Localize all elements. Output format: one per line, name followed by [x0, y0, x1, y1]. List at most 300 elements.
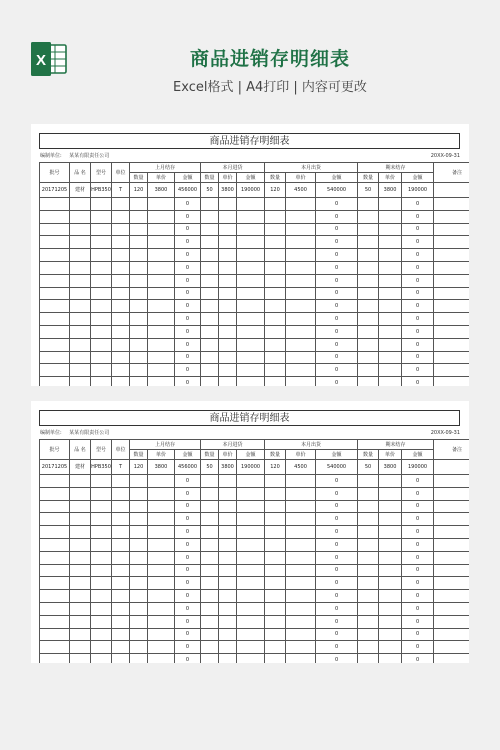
empty-cell: [358, 325, 379, 338]
empty-cell: [379, 351, 402, 364]
empty-cell: [70, 564, 91, 577]
empty-cell: [40, 641, 70, 654]
empty-cell: [70, 274, 91, 287]
empty-cell: [237, 513, 265, 526]
empty-cell: [130, 628, 148, 641]
empty-cell: [130, 538, 148, 551]
table-row: [40, 338, 470, 351]
empty-cell: [91, 577, 112, 590]
empty-cell: [434, 564, 469, 577]
empty-cell: [434, 338, 469, 351]
cell-last-amount: 0: [175, 364, 201, 377]
empty-cell: [130, 602, 148, 615]
empty-cell: [91, 300, 112, 313]
table-row: [40, 210, 470, 223]
cell-last-amount: 0: [175, 236, 201, 249]
empty-cell: [148, 641, 175, 654]
empty-cell: [358, 654, 379, 663]
empty-cell: [91, 538, 112, 551]
empty-cell: [219, 313, 237, 326]
empty-cell: [265, 500, 286, 513]
empty-cell: [130, 313, 148, 326]
header-qty: 数量: [201, 450, 219, 460]
header-amount: 金额: [316, 173, 358, 183]
table-row: [40, 475, 470, 488]
empty-cell: [237, 577, 265, 590]
cell-last-amount: 0: [175, 641, 201, 654]
empty-cell: [358, 249, 379, 262]
cell-last-price: 3800: [148, 183, 175, 198]
empty-cell: [237, 287, 265, 300]
cell-last-amount: 0: [175, 513, 201, 526]
header-price: 单价: [286, 173, 316, 183]
cell-end-amount: 0: [402, 526, 434, 539]
cell-out-amount: 0: [316, 628, 358, 641]
empty-cell: [265, 577, 286, 590]
empty-cell: [201, 602, 219, 615]
cell-out-qty: 120: [265, 183, 286, 198]
empty-cell: [112, 210, 130, 223]
table-row: [40, 487, 470, 500]
header-qty: 数量: [130, 173, 148, 183]
empty-cell: [70, 261, 91, 274]
empty-cell: [91, 500, 112, 513]
header-out-month: 本月出货: [265, 163, 358, 173]
empty-cell: [265, 300, 286, 313]
empty-cell: [434, 628, 469, 641]
header-amount: 金额: [175, 450, 201, 460]
empty-cell: [70, 538, 91, 551]
empty-cell: [265, 526, 286, 539]
empty-cell: [148, 577, 175, 590]
empty-cell: [265, 210, 286, 223]
cell-in-qty: 50: [201, 460, 219, 475]
cell-last-amount: 0: [175, 210, 201, 223]
empty-cell: [358, 564, 379, 577]
empty-cell: [148, 513, 175, 526]
empty-cell: [237, 628, 265, 641]
cell-out-amount: 0: [316, 602, 358, 615]
cell-end-amount: 0: [402, 628, 434, 641]
empty-cell: [148, 274, 175, 287]
header-batch: 批号: [40, 440, 70, 460]
empty-cell: [148, 287, 175, 300]
empty-cell: [358, 513, 379, 526]
cell-out-amount: 0: [316, 198, 358, 211]
empty-cell: [112, 313, 130, 326]
empty-cell: [91, 261, 112, 274]
table-row: [40, 654, 470, 663]
cell-last-amount: 0: [175, 615, 201, 628]
sheet-unit-info: [40, 429, 109, 437]
cell-out-qty: 120: [265, 460, 286, 475]
cell-unit: T: [112, 460, 130, 475]
cell-out-amount: 0: [316, 287, 358, 300]
empty-cell: [379, 577, 402, 590]
table-row: [40, 602, 470, 615]
empty-cell: [70, 287, 91, 300]
empty-cell: [91, 654, 112, 663]
header-qty: 数量: [265, 173, 286, 183]
empty-cell: [286, 261, 316, 274]
empty-cell: [379, 538, 402, 551]
header-price: 单价: [148, 450, 175, 460]
empty-cell: [219, 364, 237, 377]
empty-cell: [112, 500, 130, 513]
empty-cell: [70, 513, 91, 526]
empty-cell: [70, 338, 91, 351]
empty-cell: [219, 577, 237, 590]
empty-cell: [434, 654, 469, 663]
empty-cell: [112, 475, 130, 488]
table-row: [40, 261, 470, 274]
empty-cell: [40, 287, 70, 300]
empty-cell: [148, 210, 175, 223]
empty-cell: [265, 641, 286, 654]
empty-cell: [112, 236, 130, 249]
empty-cell: [112, 590, 130, 603]
cell-out-amount: 0: [316, 338, 358, 351]
empty-cell: [148, 615, 175, 628]
table-row: [40, 287, 470, 300]
cell-last-amount: 0: [175, 538, 201, 551]
cell-end-amount: 0: [402, 313, 434, 326]
empty-cell: [265, 249, 286, 262]
empty-cell: [434, 590, 469, 603]
empty-cell: [265, 551, 286, 564]
empty-cell: [265, 313, 286, 326]
cell-in-amount: 190000: [237, 183, 265, 198]
empty-cell: [91, 628, 112, 641]
cell-last-amount: 0: [175, 500, 201, 513]
empty-cell: [130, 236, 148, 249]
empty-cell: [40, 513, 70, 526]
empty-cell: [286, 475, 316, 488]
empty-cell: [91, 615, 112, 628]
empty-cell: [265, 261, 286, 274]
empty-cell: [237, 261, 265, 274]
empty-cell: [112, 615, 130, 628]
empty-cell: [358, 628, 379, 641]
cell-last-amount: 456000: [175, 183, 201, 198]
empty-cell: [91, 274, 112, 287]
empty-cell: [91, 236, 112, 249]
empty-cell: [201, 338, 219, 351]
header-name: 品 名: [70, 163, 91, 183]
empty-cell: [112, 654, 130, 663]
inventory-table: [39, 162, 469, 386]
empty-cell: [40, 654, 70, 663]
empty-cell: [148, 526, 175, 539]
empty-cell: [91, 210, 112, 223]
empty-cell: [434, 500, 469, 513]
table-row: [40, 615, 470, 628]
empty-cell: [265, 628, 286, 641]
table-row: [40, 198, 470, 211]
empty-cell: [40, 338, 70, 351]
table-row: [40, 274, 470, 287]
cell-last-price: 3800: [148, 460, 175, 475]
empty-cell: [201, 274, 219, 287]
empty-cell: [219, 274, 237, 287]
empty-cell: [286, 577, 316, 590]
empty-cell: [70, 210, 91, 223]
company-name: 某某有限责任公司: [69, 153, 110, 159]
empty-cell: [201, 261, 219, 274]
header-model: 型号: [91, 163, 112, 183]
svg-text:X: X: [35, 52, 47, 69]
header-amount: 金额: [237, 450, 265, 460]
empty-cell: [91, 198, 112, 211]
empty-cell: [201, 551, 219, 564]
empty-cell: [265, 236, 286, 249]
empty-cell: [112, 364, 130, 377]
sheet-title: 商品进销存明细表: [39, 133, 460, 149]
empty-cell: [219, 325, 237, 338]
table-row: [40, 223, 470, 236]
empty-cell: [358, 236, 379, 249]
cell-out-amount: 0: [316, 325, 358, 338]
empty-cell: [434, 351, 469, 364]
header-qty: 数量: [201, 173, 219, 183]
empty-cell: [379, 338, 402, 351]
empty-cell: [148, 313, 175, 326]
empty-cell: [40, 364, 70, 377]
empty-cell: [237, 590, 265, 603]
table-row: [40, 513, 470, 526]
cell-out-amount: 0: [316, 313, 358, 326]
empty-cell: [70, 500, 91, 513]
empty-cell: [201, 590, 219, 603]
empty-cell: [219, 513, 237, 526]
empty-cell: [358, 261, 379, 274]
empty-cell: [237, 210, 265, 223]
empty-cell: [148, 654, 175, 663]
empty-cell: [358, 377, 379, 386]
empty-cell: [434, 325, 469, 338]
empty-cell: [286, 654, 316, 663]
empty-cell: [265, 364, 286, 377]
empty-cell: [201, 325, 219, 338]
empty-cell: [201, 615, 219, 628]
cell-end-amount: 0: [402, 602, 434, 615]
table-row: [40, 500, 470, 513]
empty-cell: [148, 223, 175, 236]
empty-cell: [130, 641, 148, 654]
header-last-month: 上月结存: [130, 440, 201, 450]
empty-cell: [201, 300, 219, 313]
cell-end-qty: 50: [358, 183, 379, 198]
empty-cell: [286, 325, 316, 338]
empty-cell: [358, 210, 379, 223]
empty-cell: [434, 287, 469, 300]
empty-cell: [91, 287, 112, 300]
empty-cell: [91, 364, 112, 377]
empty-cell: [148, 338, 175, 351]
header-price: 单价: [286, 450, 316, 460]
empty-cell: [70, 249, 91, 262]
empty-cell: [219, 210, 237, 223]
cell-out-amount: 0: [316, 590, 358, 603]
empty-cell: [434, 551, 469, 564]
cell-end-amount: 190000: [402, 460, 434, 475]
empty-cell: [40, 628, 70, 641]
empty-cell: [40, 274, 70, 287]
cell-end-amount: 0: [402, 274, 434, 287]
empty-cell: [434, 223, 469, 236]
empty-cell: [286, 500, 316, 513]
empty-cell: [91, 223, 112, 236]
empty-cell: [219, 500, 237, 513]
empty-cell: [130, 500, 148, 513]
empty-cell: [40, 210, 70, 223]
empty-cell: [70, 377, 91, 386]
empty-cell: [265, 602, 286, 615]
empty-cell: [40, 351, 70, 364]
empty-cell: [148, 377, 175, 386]
empty-cell: [358, 223, 379, 236]
header-qty: 数量: [265, 450, 286, 460]
cell-last-amount: 0: [175, 564, 201, 577]
empty-cell: [40, 249, 70, 262]
cell-end-amount: 0: [402, 377, 434, 386]
cell-out-amount: 0: [316, 364, 358, 377]
empty-cell: [148, 538, 175, 551]
empty-cell: [286, 274, 316, 287]
empty-cell: [40, 577, 70, 590]
empty-cell: [148, 487, 175, 500]
empty-cell: [286, 236, 316, 249]
empty-cell: [91, 590, 112, 603]
header-qty: 数量: [358, 173, 379, 183]
cell-note: [434, 460, 469, 475]
cell-name: 建材: [70, 460, 91, 475]
empty-cell: [379, 377, 402, 386]
empty-cell: [434, 236, 469, 249]
cell-end-amount: 0: [402, 325, 434, 338]
empty-cell: [112, 274, 130, 287]
empty-cell: [219, 526, 237, 539]
empty-cell: [219, 628, 237, 641]
empty-cell: [40, 526, 70, 539]
empty-cell: [237, 641, 265, 654]
empty-cell: [201, 313, 219, 326]
empty-cell: [379, 364, 402, 377]
empty-cell: [40, 590, 70, 603]
header-amount: 金额: [316, 450, 358, 460]
empty-cell: [379, 223, 402, 236]
cell-end-amount: 0: [402, 198, 434, 211]
cell-end-amount: 0: [402, 249, 434, 262]
empty-cell: [112, 628, 130, 641]
empty-cell: [358, 577, 379, 590]
cell-end-amount: 190000: [402, 183, 434, 198]
empty-cell: [379, 602, 402, 615]
empty-cell: [40, 261, 70, 274]
empty-cell: [286, 526, 316, 539]
empty-cell: [130, 223, 148, 236]
unit-label: 编制单位:: [40, 430, 62, 436]
cell-out-price: 4500: [286, 183, 316, 198]
empty-cell: [91, 551, 112, 564]
cell-batch: 20171205: [40, 183, 70, 198]
empty-cell: [358, 590, 379, 603]
empty-cell: [112, 351, 130, 364]
table-row: [40, 325, 470, 338]
empty-cell: [70, 615, 91, 628]
empty-cell: [201, 364, 219, 377]
empty-cell: [358, 615, 379, 628]
empty-cell: [379, 198, 402, 211]
cell-out-amount: 540000: [316, 183, 358, 198]
empty-cell: [237, 564, 265, 577]
empty-cell: [201, 538, 219, 551]
empty-cell: [201, 475, 219, 488]
empty-cell: [237, 325, 265, 338]
cell-end-amount: 0: [402, 513, 434, 526]
cell-last-amount: 0: [175, 351, 201, 364]
empty-cell: [130, 615, 148, 628]
empty-cell: [148, 249, 175, 262]
empty-cell: [286, 513, 316, 526]
empty-cell: [201, 249, 219, 262]
empty-cell: [379, 249, 402, 262]
header-unit: 单位: [112, 163, 130, 183]
empty-cell: [130, 300, 148, 313]
empty-cell: [201, 513, 219, 526]
table-row: [40, 313, 470, 326]
empty-cell: [201, 487, 219, 500]
empty-cell: [434, 513, 469, 526]
empty-cell: [286, 641, 316, 654]
empty-cell: [148, 261, 175, 274]
empty-cell: [379, 615, 402, 628]
cell-end-amount: 0: [402, 654, 434, 663]
cell-last-amount: 0: [175, 487, 201, 500]
empty-cell: [219, 475, 237, 488]
header-amount: 金额: [402, 173, 434, 183]
empty-cell: [379, 475, 402, 488]
empty-cell: [237, 377, 265, 386]
cell-unit: T: [112, 183, 130, 198]
empty-cell: [219, 654, 237, 663]
empty-cell: [265, 487, 286, 500]
empty-cell: [219, 261, 237, 274]
empty-cell: [70, 351, 91, 364]
empty-cell: [434, 487, 469, 500]
cell-end-amount: 0: [402, 223, 434, 236]
table-row: [40, 377, 470, 386]
empty-cell: [219, 487, 237, 500]
empty-cell: [112, 602, 130, 615]
empty-cell: [201, 500, 219, 513]
empty-cell: [130, 198, 148, 211]
table-row: [40, 236, 470, 249]
cell-out-amount: 0: [316, 274, 358, 287]
empty-cell: [130, 475, 148, 488]
sheet-date: 20XX-09-31: [430, 430, 460, 436]
empty-cell: [148, 236, 175, 249]
empty-cell: [148, 300, 175, 313]
cell-out-amount: 0: [316, 526, 358, 539]
header-amount: 金额: [237, 173, 265, 183]
header-price: 单价: [219, 450, 237, 460]
empty-cell: [70, 487, 91, 500]
cell-last-amount: 0: [175, 377, 201, 386]
empty-cell: [219, 602, 237, 615]
cell-out-amount: 0: [316, 487, 358, 500]
cell-name: 建材: [70, 183, 91, 198]
